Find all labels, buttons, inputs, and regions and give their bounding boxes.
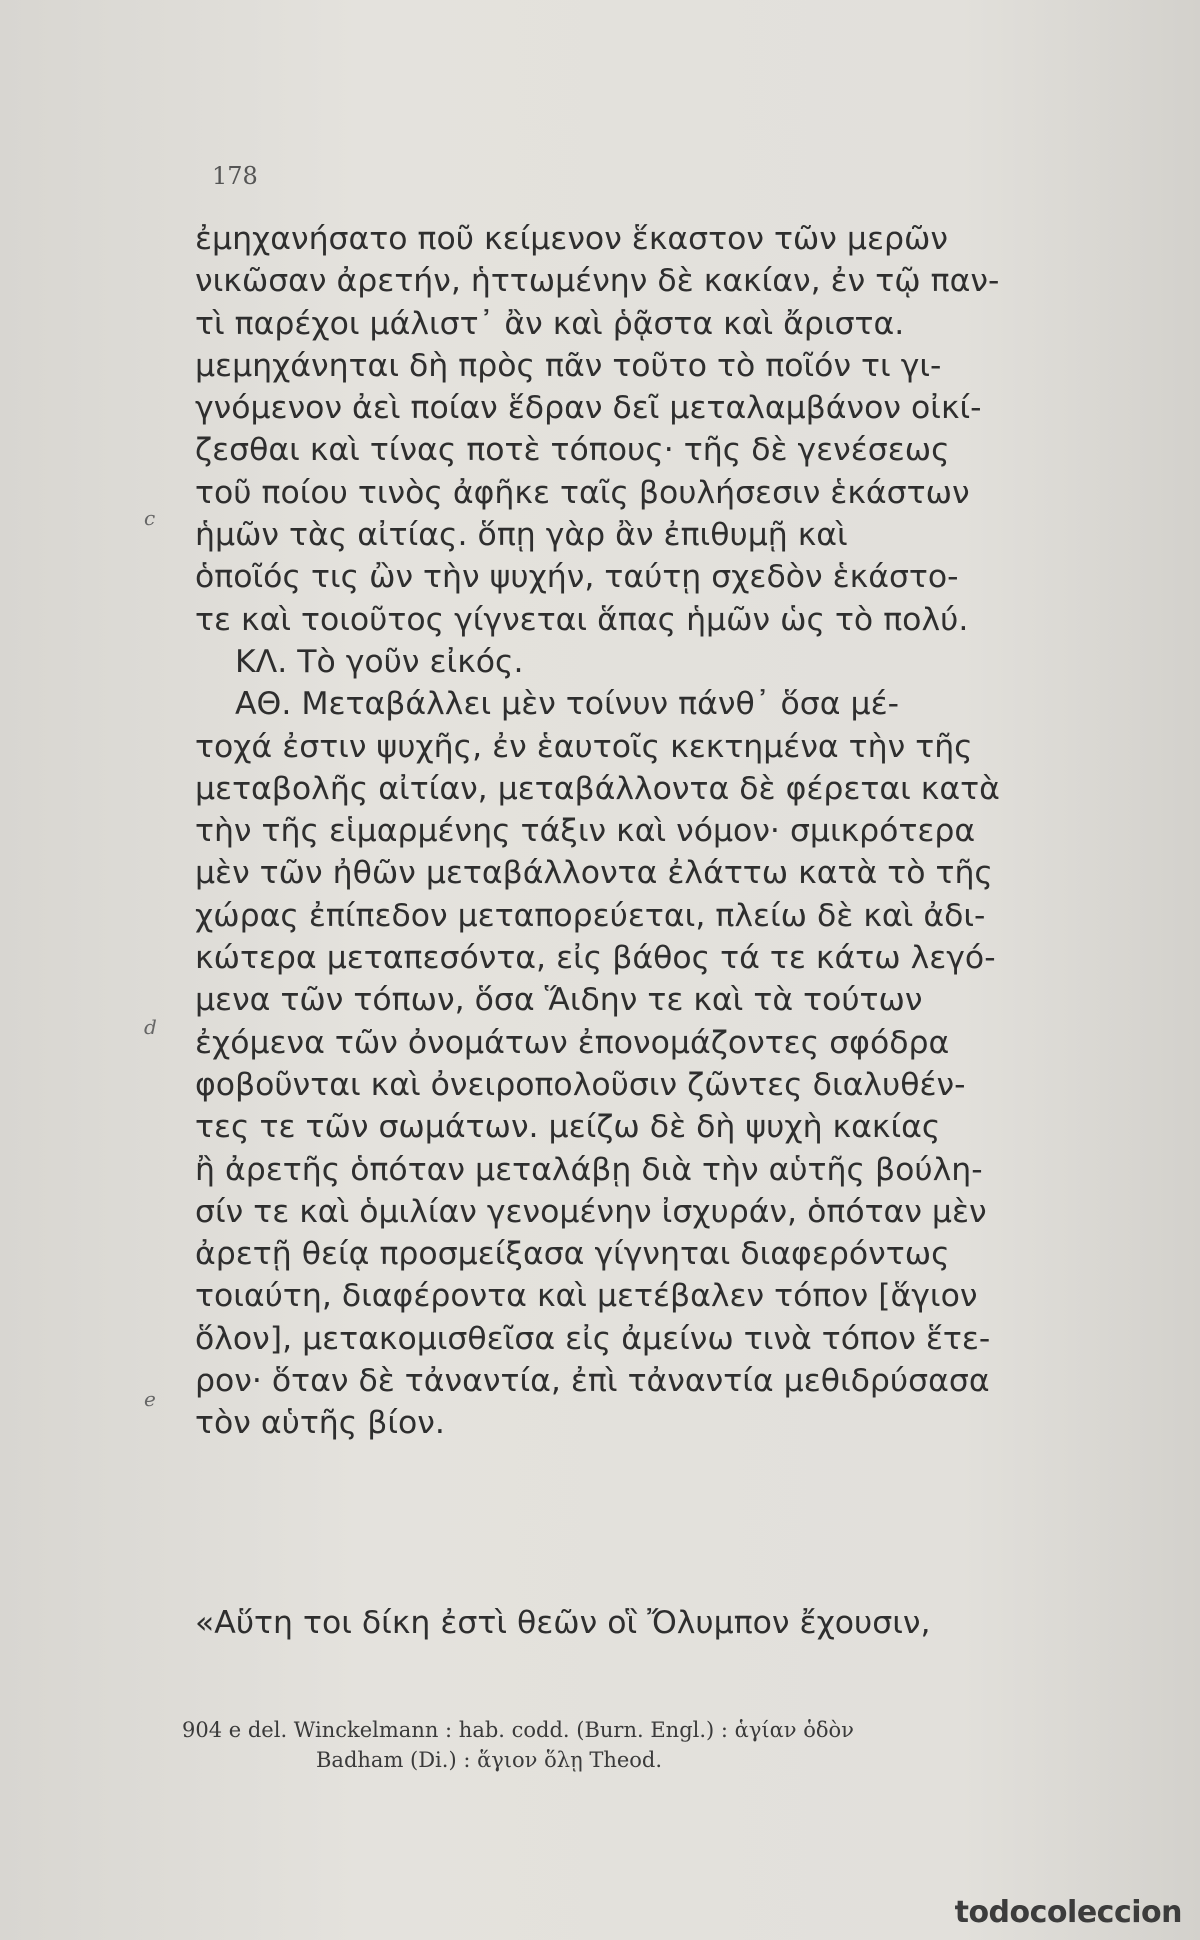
text-line: τὶ παρέχοι μάλιστ᾽ ἂν καὶ ῥᾷστα καὶ ἄριστα.	[195, 305, 905, 342]
text-line: κώτερα μεταπεσόντα, εἰς βάθος τά τε κάτω λεγό-	[195, 940, 996, 977]
page-number: 178	[212, 162, 258, 190]
margin-section-letter-c: c	[144, 506, 156, 530]
margin-section-letter-e: e	[144, 1387, 156, 1411]
text-line: ἢ ἀρετῆς ὁπόταν μεταλάβῃ διὰ τὴν αὑτῆς βούλη-	[195, 1151, 983, 1188]
text-line: σίν τε καὶ ὁμιλίαν γενομένην ἰσχυράν, ὁπόταν μὲν	[195, 1193, 987, 1230]
text-line: μεμηχάνηται δὴ πρὸς πᾶν τοῦτο τὸ ποῖόν τι γι-	[195, 347, 942, 384]
text-line: μὲν τῶν ἠθῶν μεταβάλλοντα ἐλάττω κατὰ τὸ τῆς	[195, 855, 993, 892]
watermark-logo: todocoleccion	[954, 1895, 1182, 1930]
critical-apparatus	[182, 1715, 1132, 1775]
text-line: ζεσθαι καὶ τίνας ποτὲ τόπους· τῆς δὲ γενέσεως	[195, 432, 950, 469]
text-line: χώρας ἐπίπεδον μεταπορεύεται, πλείω δὲ καὶ ἀδι-	[195, 897, 986, 934]
text-line: ρον· ὅταν δὲ τἀναντία, ἐπὶ τἀναντία μεθιδρύσασα	[195, 1363, 990, 1400]
text-line: νικῶσαν ἀρετήν, ἡττωμένην δὲ κακίαν, ἐν τῷ παν-	[195, 263, 1000, 300]
text-line: ἐμηχανήσατο ποῦ κείμενον ἕκαστον τῶν μερῶν	[195, 221, 948, 257]
text-line: ἡμῶν τὰς αἰτίας. ὅπῃ γὰρ ἂν ἐπιθυμῇ καὶ	[195, 517, 848, 554]
text-line: τες τε τῶν σωμάτων. μείζω δὲ δὴ ψυχὴ κακίας	[195, 1109, 941, 1146]
speaker-line: ΑΘ. Μεταβάλλει μὲν τοίνυν πάνθ᾽ ὅσα μέ-	[235, 686, 899, 723]
text-line: γνόμενον ἀεὶ ποίαν ἕδραν δεῖ μεταλαμβάνον οἰκί-	[195, 390, 982, 427]
text-line: φοβοῦνται καὶ ὀνειροπολοῦσιν ζῶντες διαλυθέν-	[195, 1066, 966, 1103]
apparatus-line: Badham (Di.) : ἅγιον ὅλῃ Theod.	[316, 1748, 663, 1772]
text-line: ὁποῖός τις ὢν τὴν ψυχήν, ταύτῃ σχεδὸν ἑκάστο-	[195, 559, 959, 596]
text-line: τὴν τῆς εἱμαρμένης τάξιν καὶ νόμον· σμικρότερα	[195, 813, 976, 850]
greek-text-body	[195, 218, 1130, 1445]
margin-section-letter-d: d	[144, 1015, 157, 1039]
text-line: τὸν αὑτῆς βίον.	[195, 1405, 445, 1442]
text-line: ἐχόμενα τῶν ὀνομάτων ἐπονομάζοντες σφόδρα	[195, 1024, 950, 1061]
text-line: τε καὶ τοιοῦτος γίγνεται ἅπας ἡμῶν ὡς τὸ πολύ.	[195, 601, 969, 638]
text-line: τοχά ἐστιν ψυχῆς, ἐν ἑαυτοῖς κεκτημένα τὴν τῆς	[195, 728, 973, 765]
text-line: μεταβολῆς αἰτίαν, μεταβάλλοντα δὲ φέρεται κατὰ	[195, 770, 1000, 807]
text-line: ἀρετῇ θείᾳ προσμείξασα γίγνηται διαφερόντως	[195, 1236, 950, 1273]
text-line: τοιαύτη, διαφέροντα καὶ μετέβαλεν τόπον [ἅγιον	[195, 1278, 978, 1315]
text-line: μενα τῶν τόπων, ὅσα Ἅιδην τε καὶ τὰ τούτων	[195, 982, 923, 1019]
quotation-line: «Αὕτη τοι δίκη ἐστὶ θεῶν οἳ Ὄλυμπον ἔχουσιν,	[195, 1605, 931, 1641]
apparatus-line: 904 e del. Winckelmann : hab. codd. (Burn. Engl.) : ἁγίαν ὁδὸν	[182, 1718, 854, 1742]
text-line: ὅλον], μετακομισθεῖσα εἰς ἀμείνω τινὰ τόπον ἕτε-	[195, 1320, 991, 1357]
text-line: τοῦ ποίου τινὸς ἀφῆκε ταῖς βουλήσεσιν ἑκάστων	[195, 474, 970, 511]
speaker-line: ΚΛ. Τὸ γοῦν εἰκός.	[235, 643, 524, 680]
